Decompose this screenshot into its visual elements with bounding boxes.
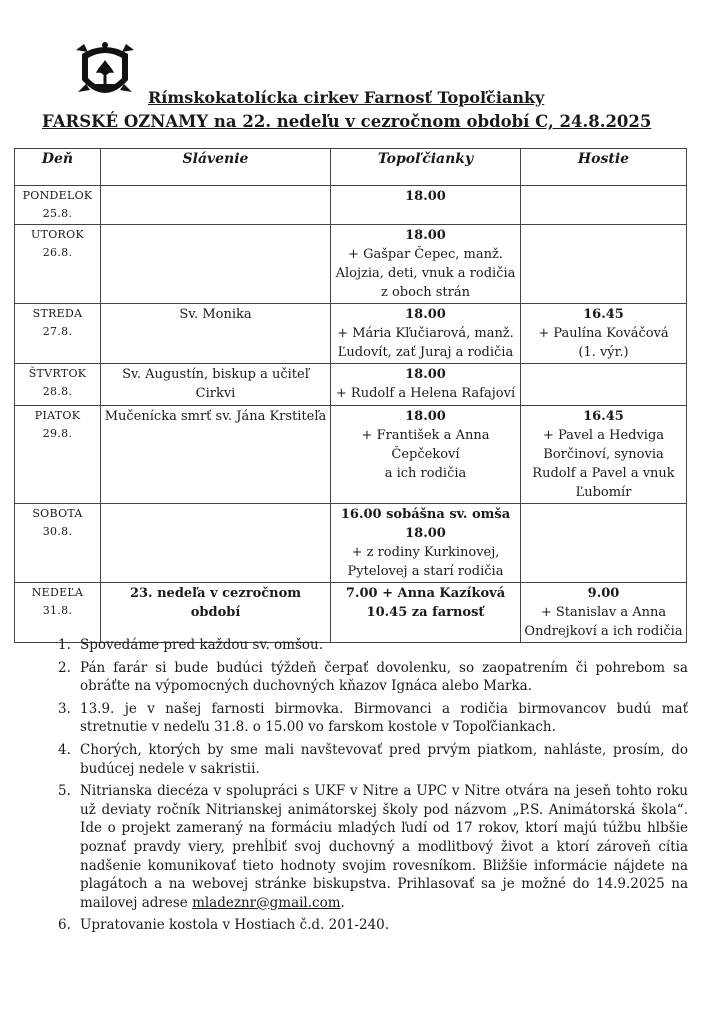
mass-intention: Borčinoví, synovia bbox=[543, 447, 664, 462]
day-cell bbox=[15, 504, 101, 583]
item-text: Spovedáme pred každou sv. omšou. bbox=[80, 637, 324, 653]
item-text-tail: . bbox=[340, 894, 345, 911]
item-text: Nitrianska diecéza v spolupráci s UKF v Nitre a UPC v Nitre otvára na jeseň tohto roku už deviaty ročník Nitrianskej animátorskej školy pod názvom „P.S. Animátorská škola“. Ide o projekt zameraný na formáciu mladých ľudí od 17 rokov, ktorí majú túžbu hlbšie poznať pravdy viery, prehĺbiť svoj duchovný a modlitbový život a ktorí zároveň cítia nadšenie komunikovať tieto hodnoty svojim rovesníkom. Bližšie informácie nájdete na plagátoch a na webovej stránke biskupstva. Prihlasovať sa je možné do 14.9.2025 na mailovej adresе bbox=[80, 783, 688, 911]
topolcianky-cell bbox=[331, 504, 521, 583]
day-cell bbox=[15, 583, 101, 643]
celebration-cell: Sv. Augustín, biskup a učiteľ Cirkvi bbox=[101, 364, 331, 406]
mass-intention: + Paulína Kováčová bbox=[538, 326, 669, 341]
table-row bbox=[15, 583, 687, 643]
item-number: 6. bbox=[58, 917, 71, 934]
hostie-cell bbox=[521, 364, 687, 406]
celebration-cell: 23. nedeľa v cezročnom období bbox=[101, 583, 331, 643]
day-cell bbox=[15, 225, 101, 304]
mass-time: 18.00 bbox=[405, 367, 446, 382]
table-row bbox=[15, 304, 687, 364]
day-date: 26.8. bbox=[42, 246, 73, 259]
mass-intention: + z rodiny Kurkinovej, bbox=[351, 545, 500, 560]
header-topolcianky: Topoľčianky bbox=[331, 149, 521, 186]
mass-intention: + Pavel a Hedviga bbox=[542, 428, 665, 443]
list-item bbox=[58, 659, 688, 696]
table-header-row bbox=[15, 149, 687, 186]
day-name: ŠTVRTOK bbox=[28, 367, 87, 380]
parish-coat-of-arms-icon bbox=[74, 40, 136, 104]
hostie-cell bbox=[521, 225, 687, 304]
item-number: 1. bbox=[58, 637, 71, 653]
item-number: 2. bbox=[58, 659, 71, 676]
topolcianky-cell bbox=[331, 186, 521, 225]
mass-time: 18.00 bbox=[405, 189, 446, 204]
mass-intention: + Rudolf a Helena Rafajoví bbox=[335, 386, 516, 401]
item-number: 3. bbox=[58, 700, 71, 717]
mass-time: 16.45 bbox=[583, 409, 624, 424]
mass-time: 16.45 bbox=[583, 307, 624, 322]
mass-intention: a ich rodičia bbox=[384, 466, 467, 481]
day-name: STREDA bbox=[32, 307, 83, 320]
mass-intention: + Gašpar Čepec, manž. bbox=[348, 247, 503, 262]
list-item bbox=[58, 782, 688, 912]
email-link[interactable]: mladeznr@gmail.com bbox=[192, 894, 341, 911]
list-item bbox=[58, 916, 688, 935]
announcements-list bbox=[58, 636, 688, 939]
mass-intention: Pytelovej a starí rodičia bbox=[347, 564, 504, 579]
mass-intention: + Stanislav a Anna bbox=[540, 605, 667, 620]
day-date: 30.8. bbox=[42, 525, 73, 538]
mass-time: 18.00 bbox=[405, 526, 446, 541]
topolcianky-cell bbox=[331, 583, 521, 643]
celebration-cell bbox=[101, 225, 331, 304]
mass-time: 7.00 + Anna Kazíková bbox=[345, 586, 506, 601]
day-cell bbox=[15, 364, 101, 406]
mass-intention: (1. výr.) bbox=[578, 345, 629, 360]
day-cell bbox=[15, 406, 101, 504]
day-name: PONDELOK bbox=[22, 189, 93, 202]
mass-intention: z oboch strán bbox=[381, 285, 470, 300]
topolcianky-cell bbox=[331, 225, 521, 304]
celebration-cell: Mučenícka smrť sv. Jána Krstiteľa bbox=[101, 406, 331, 504]
mass-time: 18.00 bbox=[405, 307, 446, 322]
hostie-cell bbox=[521, 186, 687, 225]
table-row bbox=[15, 186, 687, 225]
day-name: UTOROK bbox=[31, 228, 84, 241]
day-date: 31.8. bbox=[42, 604, 73, 617]
day-cell bbox=[15, 304, 101, 364]
mass-intention: Ondrejkoví a ich rodičia bbox=[524, 624, 683, 639]
celebration-cell: Sv. Monika bbox=[101, 304, 331, 364]
header-hostie: Hostie bbox=[521, 149, 687, 186]
list-item bbox=[58, 700, 688, 737]
topolcianky-cell bbox=[331, 364, 521, 406]
topolcianky-cell bbox=[331, 406, 521, 504]
header-celebration: Slávenie bbox=[101, 149, 331, 186]
mass-time: 9.00 bbox=[587, 586, 620, 601]
list-item bbox=[58, 636, 688, 655]
day-date: 27.8. bbox=[42, 325, 73, 338]
item-number: 4. bbox=[58, 741, 71, 758]
header-day: Deň bbox=[15, 149, 101, 186]
hostie-cell bbox=[521, 583, 687, 643]
hostie-cell bbox=[521, 406, 687, 504]
mass-intention: + František a Anna Čepčekoví bbox=[361, 428, 490, 462]
day-date: 25.8. bbox=[42, 207, 73, 220]
mass-intention: Rudolf a Pavel a vnuk bbox=[532, 466, 675, 481]
item-number: 5. bbox=[58, 783, 71, 800]
mass-intention: Ľubomír bbox=[575, 485, 632, 500]
mass-intention: + Mária Kľučiarová, manž. bbox=[337, 326, 514, 341]
item-text: Upratovanie kostola v Hostiach č.d. 201-240. bbox=[80, 917, 390, 934]
table-row bbox=[15, 406, 687, 504]
day-name: PIATOK bbox=[34, 409, 81, 422]
table-row bbox=[15, 225, 687, 304]
table-row bbox=[15, 364, 687, 406]
item-text: Pán farár si bude budúci týždeň čerpať dovolenku, so zaopatrením či pohrebom sa obráťte na výpomocných duchovných kňazov Ignáca alebo Marka. bbox=[80, 659, 688, 695]
hostie-cell bbox=[521, 304, 687, 364]
mass-time: 18.00 bbox=[405, 228, 446, 243]
list-item bbox=[58, 741, 688, 778]
item-text: 13.9. je v našej farnosti birmovka. Birmovanci a rodičia birmovancov budú mať stretnutie v nedeľu 31.8. o 15.00 vo farskom kostole v Topoľčiankach. bbox=[80, 700, 688, 736]
mass-time: 10.45 za farnosť bbox=[366, 605, 485, 620]
day-date: 29.8. bbox=[42, 427, 73, 440]
page-title: Rímskokatolícka cirkev Farnosť Topoľčianky bbox=[148, 88, 545, 107]
day-name: NEDEĽA bbox=[31, 586, 84, 599]
page-subtitle: FARSKÉ OZNAMY na 22. nedeľu v cezročnom období C, 24.8.2025 bbox=[42, 112, 652, 131]
hostie-cell bbox=[521, 504, 687, 583]
topolcianky-cell bbox=[331, 304, 521, 364]
schedule-table bbox=[14, 148, 687, 643]
mass-time: 18.00 bbox=[405, 409, 446, 424]
day-name: SOBOTA bbox=[32, 507, 83, 520]
table-row bbox=[15, 504, 687, 583]
celebration-cell bbox=[101, 504, 331, 583]
mass-time: 16.00 sobášna sv. omša bbox=[340, 507, 511, 522]
celebration-cell bbox=[101, 186, 331, 225]
item-text: Chorých, ktorých by sme mali navštevovať pred prvým piatkom, nahláste, prosím, do budúcej nedele v sakristii. bbox=[80, 741, 688, 777]
day-date: 28.8. bbox=[42, 385, 73, 398]
mass-intention: Alojzia, deti, vnuk a rodičia bbox=[335, 266, 516, 281]
day-cell bbox=[15, 186, 101, 225]
mass-intention: Ľudovít, zať Juraj a rodičia bbox=[337, 345, 514, 360]
